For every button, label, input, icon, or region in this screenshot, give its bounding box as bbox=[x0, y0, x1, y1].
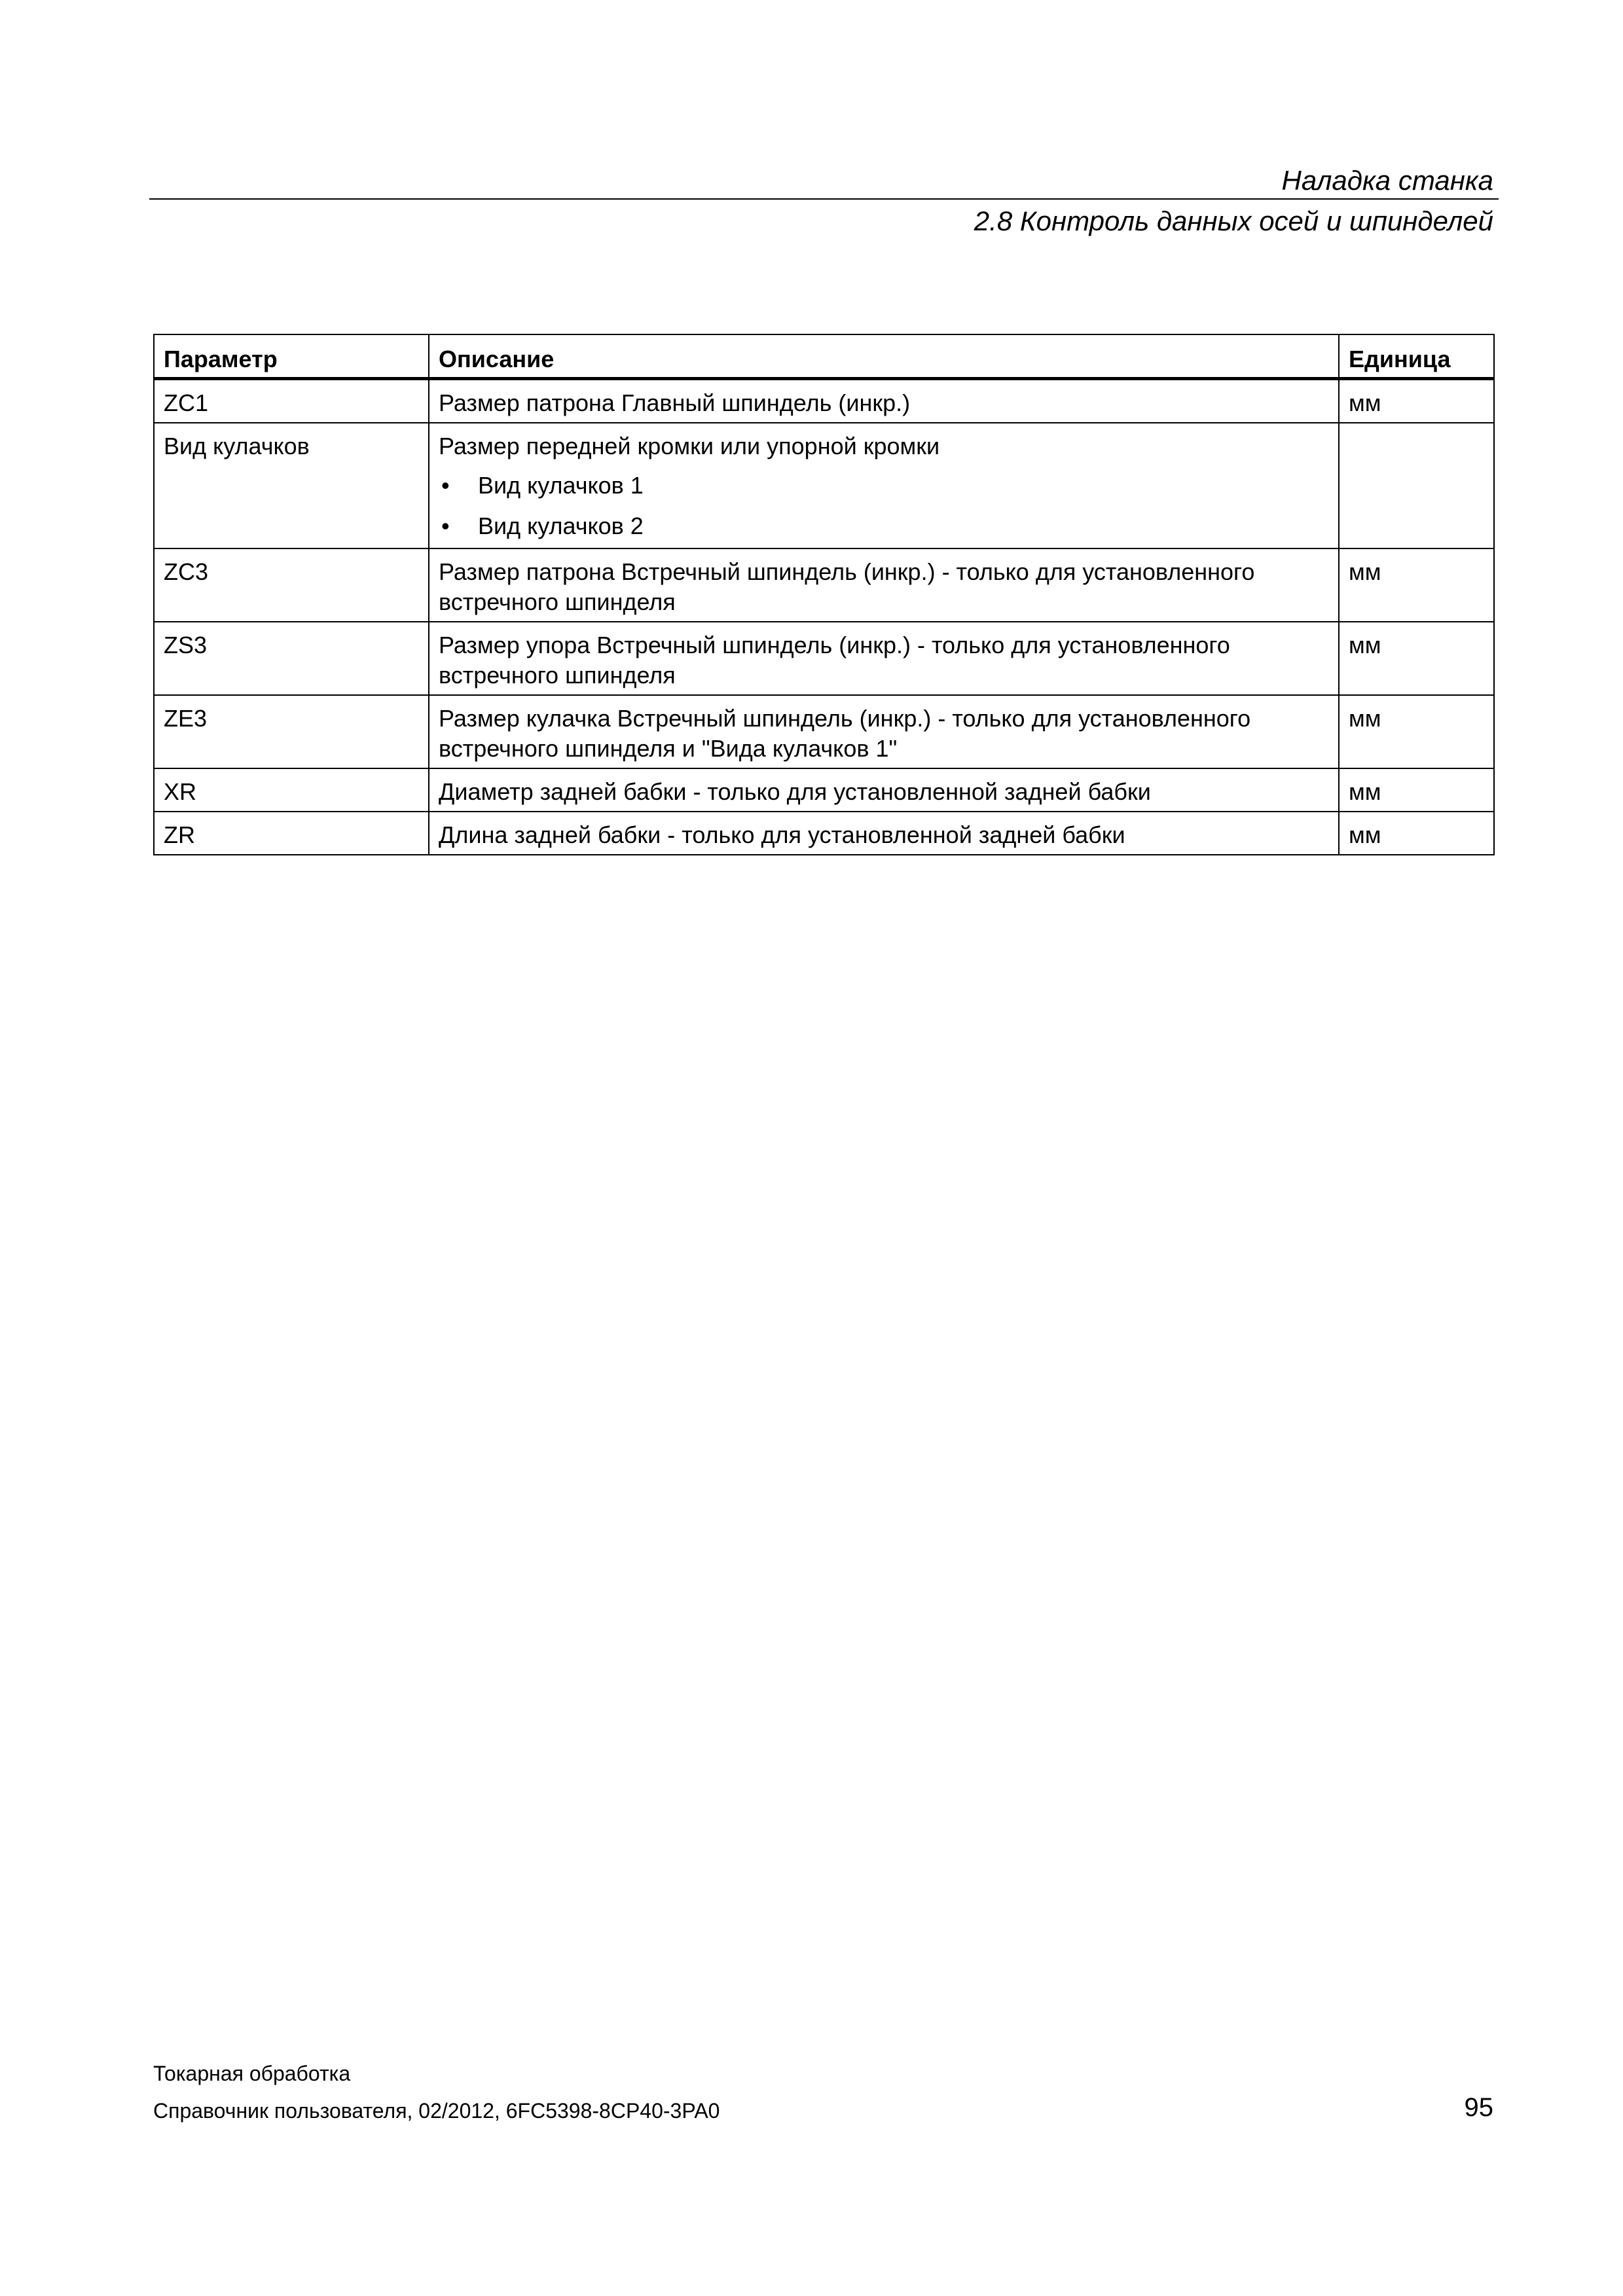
list-item-text: Вид кулачков 2 bbox=[478, 512, 644, 539]
page-number: 95 bbox=[1464, 2093, 1493, 2122]
unit-cell: мм bbox=[1339, 548, 1494, 622]
column-header-unit: Единица bbox=[1339, 334, 1494, 379]
footer-manual-info: Справочник пользователя, 02/2012, 6FC5398-8CP40-3PA0 bbox=[153, 2099, 720, 2123]
footer-product-name: Токарная обработка bbox=[153, 2062, 351, 2085]
param-cell: ZS3 bbox=[154, 622, 429, 695]
unit-cell: мм bbox=[1339, 768, 1494, 812]
list-item bbox=[439, 471, 1330, 501]
list-item-text: Вид кулачков 1 bbox=[478, 472, 644, 499]
description-cell: Размер патрона Встречный шпиндель (инкр.) - только для установленного встречного шпинделя bbox=[429, 548, 1339, 622]
param-cell: ZE3 bbox=[154, 695, 429, 768]
param-cell: Вид кулачков bbox=[154, 423, 429, 548]
description-text: Размер передней кромки или упорной кромки bbox=[439, 433, 940, 459]
table-row bbox=[154, 622, 1494, 695]
chapter-title: Наладка станка bbox=[1281, 165, 1493, 196]
table-row bbox=[154, 768, 1494, 812]
param-cell: XR bbox=[154, 768, 429, 812]
description-cell: Диаметр задней бабки - только для установленной задней бабки bbox=[429, 768, 1339, 812]
description-cell: Длина задней бабки - только для установленной задней бабки bbox=[429, 812, 1339, 855]
list-item bbox=[439, 511, 1330, 541]
unit-cell: мм bbox=[1339, 812, 1494, 855]
column-header-parameter: Параметр bbox=[154, 334, 429, 379]
table-header-row bbox=[154, 334, 1494, 379]
unit-cell: мм bbox=[1339, 379, 1494, 423]
table-row bbox=[154, 695, 1494, 768]
column-header-description: Описание bbox=[429, 334, 1339, 379]
table-row bbox=[154, 379, 1494, 423]
bullet-icon: • bbox=[441, 472, 450, 499]
section-title: 2.8 Контроль данных осей и шпинделей bbox=[974, 206, 1493, 236]
bullet-icon: • bbox=[441, 512, 450, 539]
unit-cell: мм bbox=[1339, 695, 1494, 768]
unit-cell bbox=[1339, 423, 1494, 548]
param-cell: ZR bbox=[154, 812, 429, 855]
param-cell: ZC1 bbox=[154, 379, 429, 423]
table-row bbox=[154, 548, 1494, 622]
parameter-table bbox=[153, 334, 1495, 855]
description-cell bbox=[429, 423, 1339, 548]
description-cell: Размер кулачка Встречный шпиндель (инкр.) - только для установленного встречного шпинделя и "Вида кулачков 1" bbox=[429, 695, 1339, 768]
bullet-list bbox=[439, 471, 1330, 541]
unit-cell: мм bbox=[1339, 622, 1494, 695]
param-cell: ZC3 bbox=[154, 548, 429, 622]
table-row bbox=[154, 423, 1494, 548]
header-divider bbox=[149, 198, 1499, 200]
description-cell: Размер патрона Главный шпиндель (инкр.) bbox=[429, 379, 1339, 423]
table-row bbox=[154, 812, 1494, 855]
description-cell: Размер упора Встречный шпиндель (инкр.) - только для установленного встречного шпинделя bbox=[429, 622, 1339, 695]
